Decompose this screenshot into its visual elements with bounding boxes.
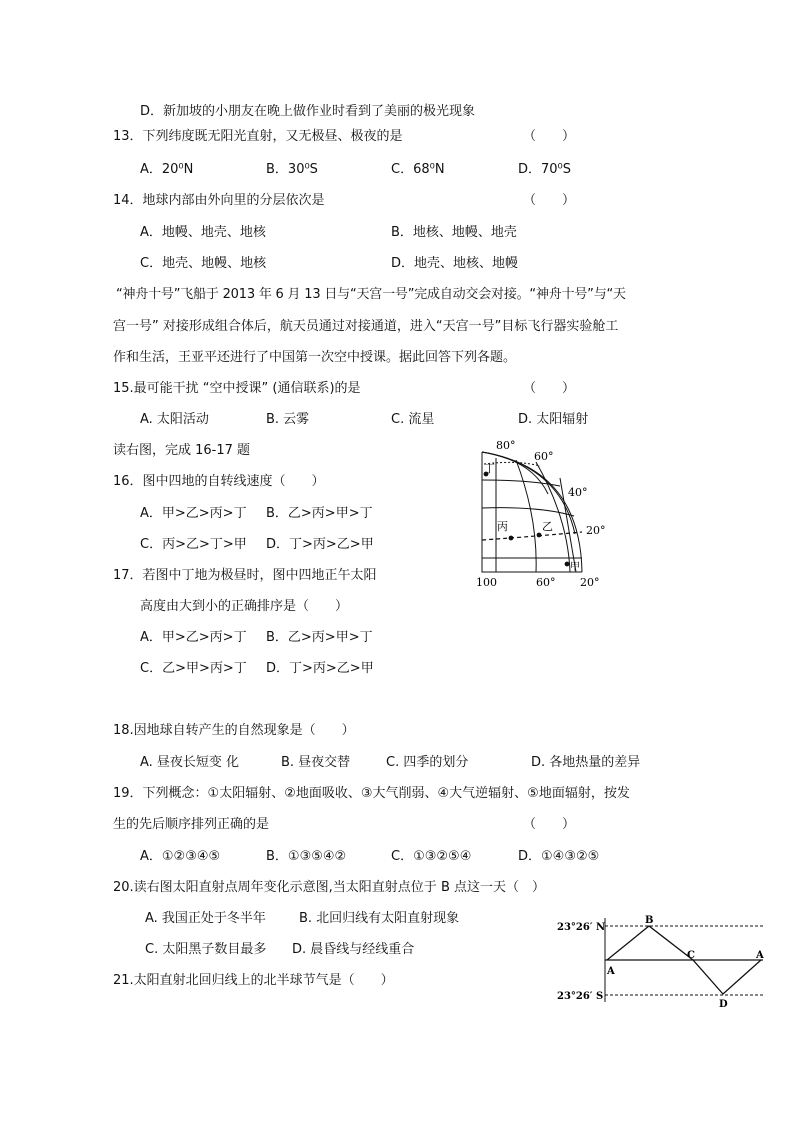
q15-option-d: D. 太阳辐射 [518, 412, 589, 427]
label-lat-80: 80° [496, 439, 516, 452]
label-bing: 丙 [497, 520, 508, 533]
label-yi: 乙 [542, 520, 553, 533]
label-point-c: C [687, 950, 695, 961]
q17-stem-2: 高度由大到小的正确排序是（ ） [140, 599, 349, 614]
label-point-d: D [719, 999, 728, 1010]
q16-option-b: B．乙>丙>甲>丁 [266, 506, 373, 521]
label-north-tropic: 23°26′ N [557, 922, 606, 933]
q20-option-c: C. 太阳黑子数目最多 [145, 942, 267, 957]
q15-bracket: （ ） [523, 381, 576, 396]
q17-option-b: B．乙>丙>甲>丁 [266, 630, 373, 645]
q19-option-c: C．①③②⑤④ [391, 849, 472, 864]
q13-bracket: （ ） [523, 129, 576, 144]
q14-option-d: D．地壳、地核、地幔 [391, 256, 519, 271]
q18-stem: 18.因地球自转产生的自然现象是（ ） [113, 723, 355, 738]
q17-stem: 17．若图中丁地为极昼时，图中四地正午太阳 [113, 568, 377, 583]
q13-option-d: D．70⁰S [518, 162, 572, 177]
label-point-b: B [645, 915, 654, 926]
point-jia [565, 562, 570, 567]
lat-lon-grid-figure [470, 438, 630, 588]
label-jia: 甲 [570, 562, 580, 573]
q16-stem: 16．图中四地的自转线速度（ ） [113, 474, 325, 489]
q13-option-a: A．20⁰N [140, 162, 194, 177]
intro-16-17: 读右图，完成 16-17 题 [113, 443, 251, 458]
label-lon-60: 60° [536, 576, 556, 588]
q16-option-d: D．丁>丙>乙>甲 [266, 537, 374, 552]
q13-option-b: B．30⁰S [266, 162, 318, 177]
sun-direct-point-figure [555, 910, 767, 1010]
passage-line-2: 宫一号” 对接形成组合体后，航天员通过对接通道，进入“天宫一号”目标飞行器实验舱工 [113, 319, 619, 334]
point-yi [537, 533, 542, 538]
q20-option-d: D. 晨昏线与经线重合 [292, 942, 415, 957]
q14-option-b: B．地核、地幔、地壳 [391, 225, 517, 240]
q19-stem-2: 生的先后顺序排列正确的是 [113, 817, 270, 832]
meridian-3 [536, 462, 570, 572]
label-point-a-end: A [756, 950, 764, 961]
passage-line-1: “神舟十号”飞船于 2013 年 6 月 13 日与“天宫一号”完成自动交会对接。“神舟十号”与“天 [116, 287, 626, 302]
q17-option-a: A．甲>乙>丙>丁 [140, 630, 247, 645]
q16-option-c: C．丙>乙>丁>甲 [140, 537, 247, 552]
q13-stem: 13．下列纬度既无阳光直射，又无极昼、极夜的是 [113, 129, 403, 144]
q15-option-a: A. 太阳活动 [140, 412, 209, 427]
label-lat-60: 60° [534, 450, 554, 463]
q20-stem: 20.读右图太阳直射点周年变化示意图,当太阳直射点位于 B 点这一天（ ） [113, 880, 545, 895]
q13-option-c: C．68⁰N [391, 162, 445, 177]
q19-option-a: A．①②③④⑤ [140, 849, 221, 864]
q14-option-a: A．地幔、地壳、地核 [140, 225, 266, 240]
q18-option-c: C. 四季的划分 [386, 755, 469, 770]
label-ding: 丁 [484, 462, 495, 475]
q15-option-c: C. 流星 [391, 412, 435, 427]
label-lat-20: 20° [586, 524, 606, 537]
meridian-2 [516, 460, 536, 572]
q17-option-d: D．丁>丙>乙>甲 [266, 661, 374, 676]
dashed-tropic-line [482, 532, 582, 540]
q16-option-a: A．甲>乙>丙>丁 [140, 506, 247, 521]
q19-stem: 19．下列概念：①太阳辐射、②地面吸收、③大气削弱、④大气逆辐射、⑤地面辐射，按发 [113, 786, 630, 801]
q19-option-b: B．①③⑤④② [266, 849, 347, 864]
q18-option-b: B. 昼夜交替 [281, 755, 351, 770]
q15-option-b: B. 云雾 [266, 412, 310, 427]
q18-option-a: A. 昼夜长短变 化 [140, 755, 240, 770]
q17-option-c: C．乙>甲>丙>丁 [140, 661, 247, 676]
q14-stem: 14．地球内部由外向里的分层依次是 [113, 193, 325, 208]
q20-option-a: A. 我国正处于冬半年 [145, 911, 266, 926]
q19-bracket: （ ） [523, 817, 576, 832]
q20-option-b: B. 北回归线有太阳直射现象 [299, 911, 460, 926]
label-lat-40: 40° [568, 486, 588, 499]
q15-stem: 15.最可能干扰 “空中授课” (通信联系)的是 [113, 381, 361, 396]
q14-option-c: C．地壳、地幔、地核 [140, 256, 267, 271]
point-bing [509, 536, 514, 541]
label-south-tropic: 23°26′ S [557, 991, 604, 1002]
q21-stem: 21.太阳直射北回归线上的北半球节气是（ ） [113, 973, 394, 988]
q19-option-d: D．①④③②⑤ [518, 849, 600, 864]
q14-bracket: （ ） [523, 193, 576, 208]
label-point-a: A [607, 966, 615, 977]
label-lon-100: 100 [476, 576, 497, 588]
passage-line-3: 作和生活，王亚平还进行了中国第一次空中授课。据此回答下列各题。 [113, 350, 517, 365]
q18-option-d: D. 各地热量的差异 [531, 755, 641, 770]
q12-option-d: D．新加坡的小朋友在晚上做作业时看到了美丽的极光现象 [140, 104, 476, 119]
label-lon-20: 20° [580, 576, 600, 588]
